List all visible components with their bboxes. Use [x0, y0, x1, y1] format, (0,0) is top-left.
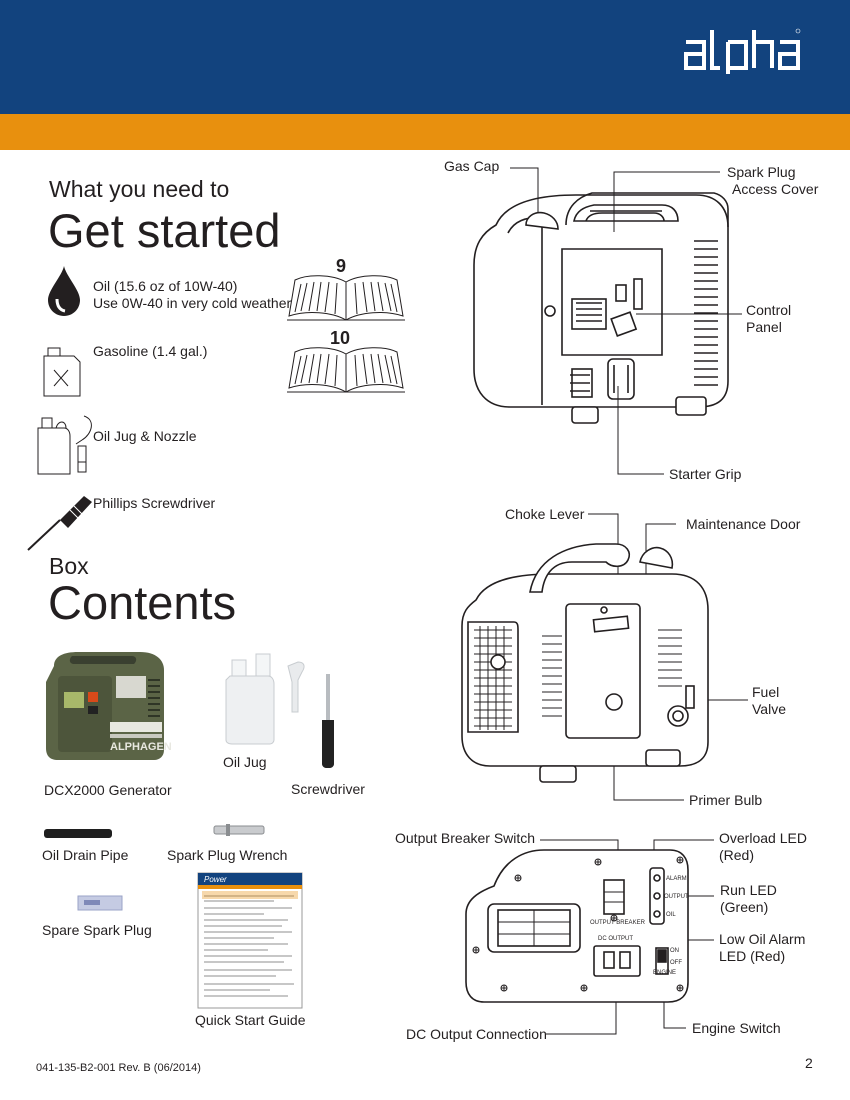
panel-tiny-output: OUTPUT: [664, 894, 689, 900]
accent-band: [0, 114, 850, 150]
callout-spark-cover-line2: Access Cover: [732, 181, 819, 197]
callout-overload-led-line2: (Red): [719, 847, 755, 863]
generator-front-drawing: [466, 185, 736, 447]
callout-primer-bulb: Primer Bulb: [689, 792, 763, 808]
screwdriver-icon: [26, 490, 94, 552]
callout-fuel-valve-line2: Valve: [752, 701, 786, 717]
callout-gas-cap: Gas Cap: [444, 158, 500, 174]
doc-id: 041-135-B2-001 Rev. B (06/2014): [36, 1062, 201, 1074]
panel-tiny-dc-output: DC OUTPUT: [598, 936, 633, 942]
panel-tiny-on: ON: [670, 948, 679, 954]
spare-plug-item: Spare Spark Plug: [42, 922, 152, 938]
screwdriver-box-item: Screwdriver: [291, 781, 365, 797]
callout-control-line2: Panel: [746, 319, 782, 335]
oil-drop-icon: [48, 266, 80, 316]
callout-run-led-line2: (Green): [720, 899, 769, 915]
screwdriver-item: Phillips Screwdriver: [93, 495, 216, 511]
oil-jug-item: Oil Jug & Nozzle: [93, 428, 197, 444]
need-title: Get started: [48, 204, 281, 257]
callout-low-oil-line1: Low Oil Alarm: [719, 931, 806, 947]
oil-jug-box-item: Oil Jug: [223, 754, 267, 770]
page-number: 2: [805, 1055, 813, 1071]
quick-start-guide-item: Quick Start Guide: [195, 1012, 306, 1028]
oil-item-line2: Use 0W-40 in very cold weather: [93, 295, 292, 311]
callout-maintenance-door: Maintenance Door: [686, 516, 801, 532]
callout-spark-cover-line1: Spark Plug: [727, 164, 796, 180]
callout-starter-grip: Starter Grip: [669, 466, 742, 482]
need-subtitle: What you need to: [49, 176, 230, 202]
oil-item-line1: Oil (15.6 oz of 10W-40): [93, 278, 238, 294]
book-ref-9: 9: [336, 256, 347, 276]
gas-can-icon: [40, 346, 84, 398]
generator-rear-drawing: [456, 540, 716, 790]
spark-wrench-item: Spark Plug Wrench: [167, 847, 288, 863]
callout-output-breaker-switch: Output Breaker Switch: [395, 830, 536, 846]
book-ref-10: 10: [330, 328, 351, 348]
callout-run-led-line1: Run LED: [720, 882, 777, 898]
screwdriver-photo: [316, 672, 340, 768]
drain-pipe-photo: [44, 826, 114, 840]
panel-tiny-alarm: ALARM: [666, 876, 687, 882]
guide-header-text: Power: [204, 875, 227, 884]
box-title: Contents: [48, 576, 237, 629]
generator-brand-text: ALPHAGEN: [110, 741, 172, 753]
callout-control-line1: Control: [746, 302, 792, 318]
panel-tiny-engine: ENGINE: [653, 970, 677, 976]
panel-tiny-off: OFF: [670, 960, 682, 966]
oil-jug-icon: [36, 414, 96, 476]
control-panel-drawing: [464, 848, 690, 1004]
callout-overload-led-line1: Overload LED: [719, 830, 807, 846]
drain-pipe-item: Oil Drain Pipe: [42, 847, 129, 863]
callout-dc-output-connection: DC Output Connection: [406, 1026, 547, 1042]
generator-photo: [44, 652, 172, 760]
panel-tiny-output-breaker: OUTPUT BREAKER: [590, 920, 645, 926]
gasoline-item: Gasoline (1.4 gal.): [93, 343, 208, 359]
panel-tiny-oil: OIL: [666, 912, 676, 918]
oil-jug-photo: [224, 652, 308, 744]
quick-start-guide-photo: [198, 873, 302, 1008]
box-subtitle: Box: [49, 553, 89, 579]
callout-engine-switch: Engine Switch: [692, 1020, 781, 1036]
spark-wrench-photo: [212, 822, 266, 838]
callout-choke-lever: Choke Lever: [505, 506, 585, 522]
callout-low-oil-line2: LED (Red): [719, 948, 786, 964]
generator-item: DCX2000 Generator: [44, 782, 172, 798]
callout-fuel-valve-line1: Fuel: [752, 684, 780, 700]
alpha-logo: [684, 28, 800, 74]
spare-plug-photo: [78, 894, 124, 912]
